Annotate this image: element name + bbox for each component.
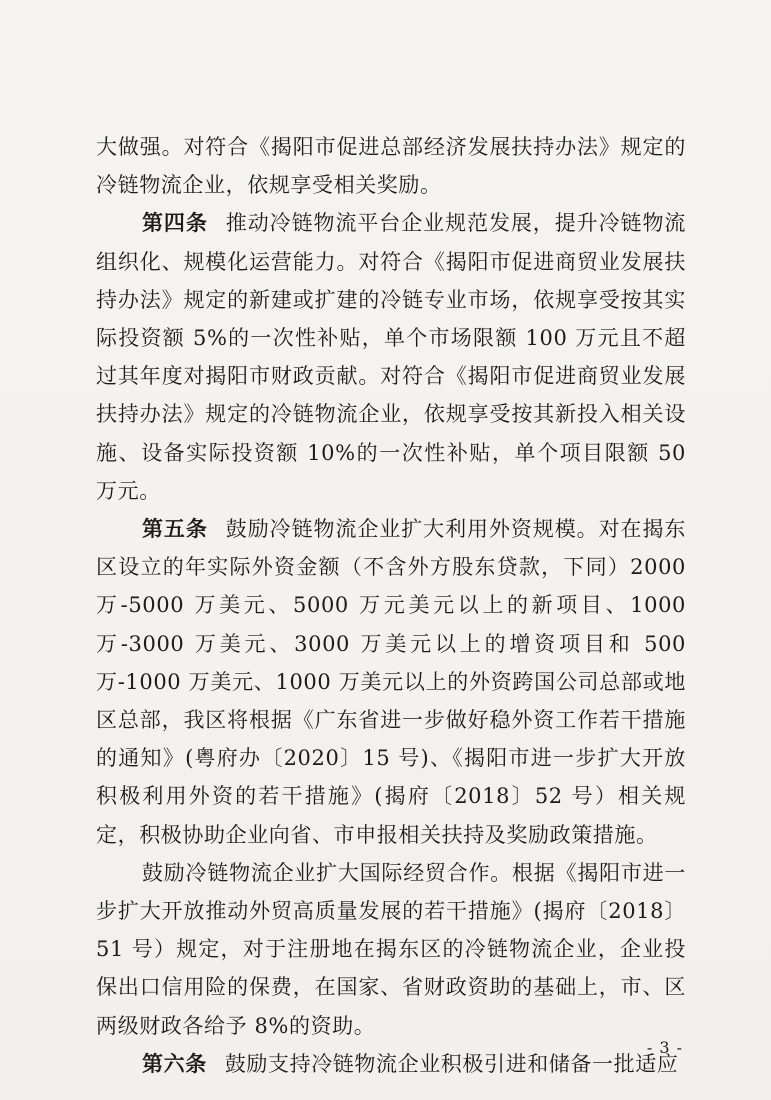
paragraph-text: 推动冷链物流平台企业规范发展，提升冷链物流组织化、规模化运营能力。对符合《揭阳市促进商贸业发展扶持办法》规定的新建或扩建的冷链专业市场，依规享受按其实际投资额 5%的一次性补贴，单个市场限额 100 万元且不超过其年度对揭阳市财政贡献。对符合《揭阳市促进商贸业发展扶持办法》规定的冷链物流企业，依规享受按其新投入相关设施、设备实际投资额 10%的一次性补贴，单个项目限额 50 万元。 bbox=[96, 211, 686, 503]
page-number: - 3 - bbox=[646, 1038, 683, 1057]
article-label: 第五条 bbox=[142, 516, 208, 542]
paragraph-text: 鼓励冷链物流企业扩大国际经贸合作。根据《揭阳市进一步扩大开放推动外贸高质量发展的若干措施》(揭府〔2018〕51 号）规定，对于注册地在揭东区的冷链物流企业，企业投保出口信用险的保费，在国家、省财政资助的基础上，市、区两级财政各给予 8%的资助。 bbox=[96, 860, 686, 1038]
document-body bbox=[96, 128, 686, 1083]
article-label: 第四条 bbox=[142, 210, 208, 236]
paragraph-text: 大做强。对符合《揭阳市促进总部经济发展扶持办法》规定的冷链物流企业，依规享受相关奖励。 bbox=[96, 135, 686, 198]
article-label: 第六条 bbox=[142, 1050, 207, 1076]
article-5 bbox=[96, 510, 686, 854]
paragraph-text: 鼓励支持冷链物流企业积极引进和储备一批适应 bbox=[224, 1051, 679, 1076]
paragraph-trade bbox=[96, 854, 686, 1045]
paragraph-text: 鼓励冷链物流企业扩大利用外资规模。对在揭东区设立的年实际外资金额（不含外方股东贷款，下同）2000 万-5000 万美元、5000 万元美元以上的新项目、1000 万-3000 万美元、3000 万美元以上的增资项目和 500 万-1000 万美元、1000 万美元以上的外资跨国公司总部或地区总部，我区将根据《广东省进一步做好稳外资工作若干措施的通知》(粤府办〔2020〕15 号)、《揭阳市进一步扩大开放积极利用外资的若干措施》(揭府〔2018〕52 号）相关规定，积极协助企业向省、市申报相关扶持及奖励政策措施。 bbox=[96, 517, 686, 847]
article-6 bbox=[96, 1045, 686, 1083]
article-4 bbox=[96, 204, 686, 510]
paragraph-continuation bbox=[96, 128, 686, 204]
